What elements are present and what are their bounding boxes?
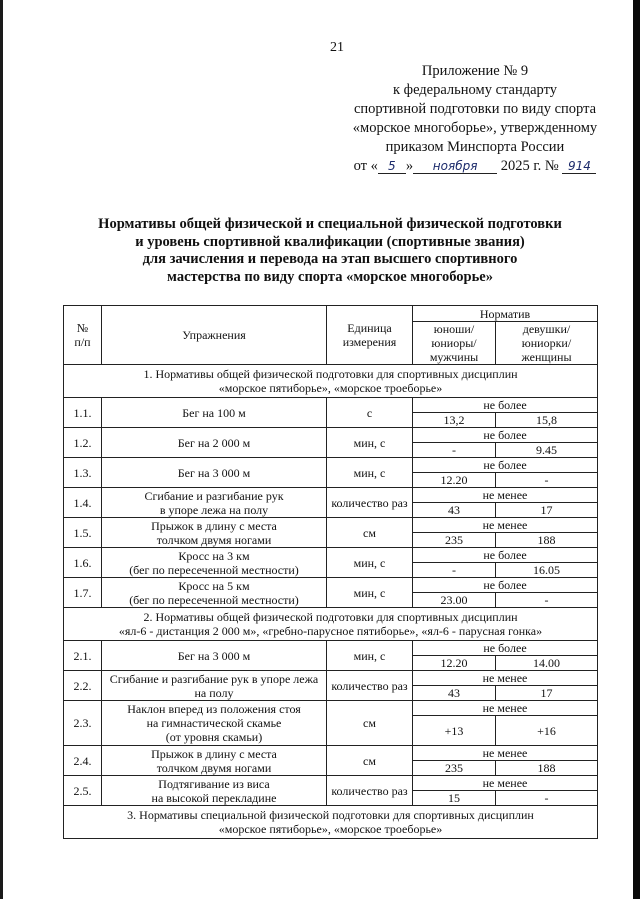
value-female: 14.00 <box>496 656 598 671</box>
row-number: 2.2. <box>64 671 102 701</box>
table-row <box>64 548 598 563</box>
appendix-line: «морское многоборье», утвержденному <box>352 120 598 136</box>
value-female: 9.45 <box>496 443 598 458</box>
exercise-line: Наклон вперед из положения стоя <box>127 702 301 716</box>
norm-condition: не более <box>413 458 598 473</box>
unit: см <box>327 746 413 776</box>
row-number: 2.4. <box>64 746 102 776</box>
norm-condition: не менее <box>413 488 598 503</box>
table-row <box>64 746 598 761</box>
row-number: 1.4. <box>64 488 102 518</box>
unit: см <box>327 701 413 746</box>
norm-condition: не более <box>413 578 598 593</box>
unit: с <box>327 398 413 428</box>
norm-condition: не более <box>413 398 598 413</box>
handwritten-order-number: 914 <box>562 159 596 174</box>
exercise-line: (от уровня скамьи) <box>165 730 263 744</box>
row-number: 1.2. <box>64 428 102 458</box>
section-title <box>64 608 598 641</box>
norm-condition: не более <box>413 428 598 443</box>
section-title-line: «морское пятиборье», «морское троеборье» <box>218 822 443 836</box>
appendix-header <box>330 62 620 176</box>
norm-condition: не менее <box>413 701 598 716</box>
norms-table <box>63 305 598 839</box>
exercise-name <box>102 746 327 776</box>
table-row <box>64 488 598 503</box>
unit: количество раз <box>327 776 413 806</box>
section-title-line: «ял-6 - дистанция 2 000 м», «гребно-парусное пятиборье», «ял-6 - парусная гонка» <box>118 624 543 638</box>
table-row <box>64 398 598 413</box>
exercise-name <box>102 458 327 488</box>
exercise-name <box>102 578 327 608</box>
scan-edge-right <box>633 0 640 899</box>
handwritten-day: 5 <box>378 159 406 174</box>
section-title-line: 1. Нормативы общей физической подготовки для спортивных дисциплин <box>143 367 518 381</box>
exercise-line: толчком двумя ногами <box>156 760 272 775</box>
exercise-name <box>102 548 327 578</box>
value-male: 12.20 <box>413 656 496 671</box>
section-header-row <box>64 806 598 839</box>
value-female: 188 <box>496 533 598 548</box>
exercise-name <box>102 488 327 518</box>
norm-condition: не более <box>413 548 598 563</box>
scan-edge-left <box>0 0 3 899</box>
value-female: - <box>496 473 598 488</box>
value-male: 15 <box>413 791 496 806</box>
norm-condition: не менее <box>413 746 598 761</box>
value-female: 17 <box>496 503 598 518</box>
exercise-name <box>102 671 327 701</box>
unit: количество раз <box>327 488 413 518</box>
date-prefix: от « <box>353 158 378 174</box>
exercise-line: Сгибание и разгибание рук в упоре лежа <box>109 671 319 686</box>
row-number: 2.1. <box>64 641 102 671</box>
value-male: 13,2 <box>413 413 496 428</box>
row-number: 2.3. <box>64 701 102 746</box>
title-line: мастерства по виду спорта «морское многоборье» <box>167 268 493 285</box>
exercise-line: (бег по пересеченной местности) <box>129 562 299 577</box>
exercise-line: Подтягивание из виса <box>158 776 270 791</box>
table-row <box>64 578 598 593</box>
value-female: 17 <box>496 686 598 701</box>
appendix-line: спортивной подготовки по виду спорта <box>353 101 597 117</box>
document-title <box>60 216 600 286</box>
section-header-row <box>64 608 598 641</box>
value-male: 235 <box>413 533 496 548</box>
value-female: 15,8 <box>496 413 598 428</box>
exercise-line: Бег на 2 000 м <box>177 435 251 450</box>
section-title-line: 2. Нормативы общей физической подготовки для спортивных дисциплин <box>143 610 518 624</box>
value-male: - <box>413 563 496 578</box>
exercise-name <box>102 641 327 671</box>
exercise-line: Кросс на 3 км <box>178 548 250 563</box>
value-female: 188 <box>496 761 598 776</box>
header-unit: Единица измерения <box>327 306 413 365</box>
exercise-line: толчком двумя ногами <box>156 532 272 547</box>
table-row <box>64 701 598 716</box>
exercise-line: Прыжок в длину с места <box>151 518 277 533</box>
table-row <box>64 671 598 686</box>
date-mid: » <box>405 158 414 174</box>
row-number: 2.5. <box>64 776 102 806</box>
value-male: 12.20 <box>413 473 496 488</box>
year-text: 2025 г. № <box>500 158 559 174</box>
handwritten-month: ноября <box>413 159 497 174</box>
title-line: и уровень спортивной квалификации (спортивные звания) <box>135 233 525 250</box>
exercise-name <box>102 428 327 458</box>
exercise-line: Сгибание и разгибание рук <box>144 488 284 503</box>
value-male: 43 <box>413 686 496 701</box>
exercise-name <box>102 398 327 428</box>
exercise-line: Кросс на 5 км <box>178 578 250 593</box>
exercise-line: на полу <box>194 685 234 700</box>
exercise-name <box>102 518 327 548</box>
exercise-line: Бег на 100 м <box>182 405 246 420</box>
value-female: +16 <box>496 716 598 746</box>
table-row <box>64 641 598 656</box>
value-male: +13 <box>413 716 496 746</box>
norm-condition: не менее <box>413 671 598 686</box>
appendix-line: Приложение № 9 <box>421 63 529 79</box>
exercise-line: Бег на 3 000 м <box>177 648 251 663</box>
row-number: 1.1. <box>64 398 102 428</box>
exercise-name <box>102 776 327 806</box>
row-number: 1.6. <box>64 548 102 578</box>
header-num: № п/п <box>64 306 102 365</box>
exercise-line: в упоре лежа на полу <box>159 502 269 517</box>
exercise-line: на гимнастической скамье <box>146 716 282 730</box>
value-male: 23.00 <box>413 593 496 608</box>
order-date-line <box>330 157 620 176</box>
exercise-line: на высокой перекладине <box>151 790 277 805</box>
value-male: 235 <box>413 761 496 776</box>
norm-condition: не менее <box>413 776 598 791</box>
value-male: 43 <box>413 503 496 518</box>
value-female: 16.05 <box>496 563 598 578</box>
unit: мин, с <box>327 578 413 608</box>
value-female: - <box>496 791 598 806</box>
title-line: для зачисления и перевода на этап высшего спортивного <box>142 251 518 267</box>
row-number: 1.5. <box>64 518 102 548</box>
exercise-line: (бег по пересеченной местности) <box>129 592 299 607</box>
unit: см <box>327 518 413 548</box>
table-row <box>64 518 598 533</box>
exercise-line: Прыжок в длину с места <box>151 746 277 761</box>
section-title <box>64 806 598 839</box>
section-title <box>64 365 598 398</box>
exercise-line: Бег на 3 000 м <box>177 465 251 480</box>
section-title-line: 3. Нормативы специальной физической подготовки для спортивных дисциплин <box>127 808 534 822</box>
header-norm: Норматив <box>413 306 598 322</box>
page-number: 21 <box>330 40 344 55</box>
unit: количество раз <box>327 671 413 701</box>
table-row <box>64 776 598 791</box>
norm-condition: не менее <box>413 518 598 533</box>
table-row <box>64 458 598 473</box>
header-female: девушки/ юниорки/ женщины <box>496 322 598 365</box>
section-header-row <box>64 365 598 398</box>
unit: мин, с <box>327 641 413 671</box>
norm-condition: не более <box>413 641 598 656</box>
header-exercise: Упражнения <box>102 306 327 365</box>
title-line: Нормативы общей физической и специальной физической подготовки <box>98 216 562 232</box>
row-number: 1.3. <box>64 458 102 488</box>
unit: мин, с <box>327 548 413 578</box>
value-male: - <box>413 443 496 458</box>
row-number: 1.7. <box>64 578 102 608</box>
appendix-line: к федеральному стандарту <box>393 82 557 98</box>
appendix-line: приказом Минспорта России <box>385 139 565 155</box>
unit: мин, с <box>327 428 413 458</box>
table-row <box>64 428 598 443</box>
section-title-line: «морское пятиборье», «морское троеборье» <box>218 381 443 395</box>
header-male: юноши/ юниоры/ мужчины <box>413 322 496 365</box>
unit: мин, с <box>327 458 413 488</box>
exercise-name <box>102 701 327 746</box>
value-female: - <box>496 593 598 608</box>
